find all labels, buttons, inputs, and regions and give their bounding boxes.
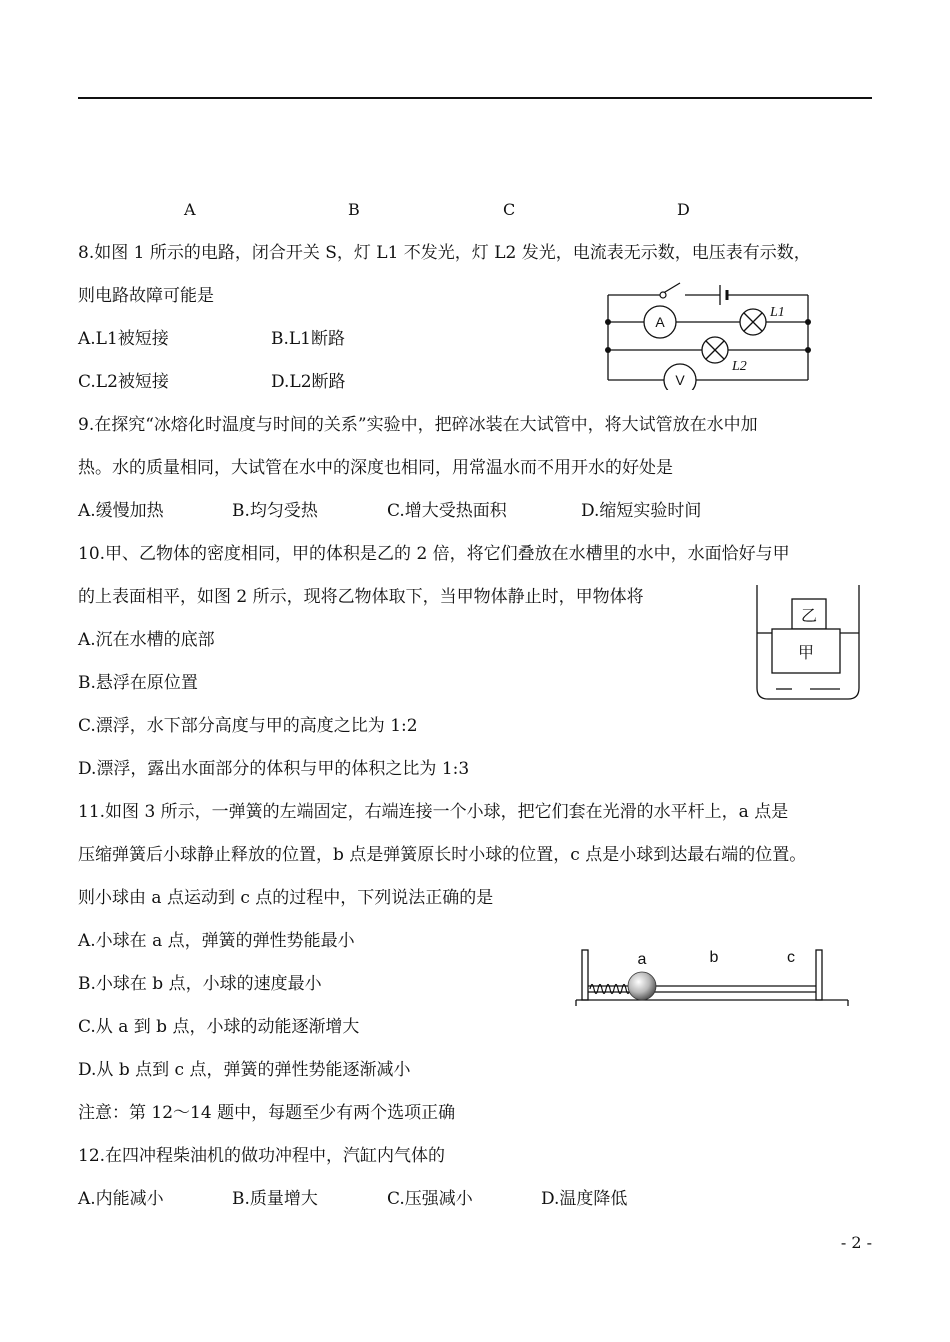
q10-water-tank-figure	[752, 583, 864, 705]
q12-stem: 12.在四冲程柴油机的做功冲程中，汽缸内气体的	[78, 1146, 446, 1166]
q9-stem-line-1: 9.在探究“冰熔化时温度与时间的关系”实验中，把碎冰装在大试管中，将大试管放在水中加	[78, 415, 758, 435]
q11-option-d: D.从 b 点到 c 点，弹簧的弹性势能逐渐减小	[78, 1060, 411, 1080]
q8-option-c: C.L2被短接	[78, 372, 169, 392]
block-yi-label: 乙	[800, 606, 818, 625]
q10-stem-line-2: 的上表面相平，如图 2 所示，现将乙物体取下，当甲物体静止时，甲物体将	[78, 587, 644, 607]
prev-option-b: B	[348, 200, 360, 219]
switch-contact-icon	[660, 292, 666, 298]
voltmeter-label: V	[675, 372, 685, 388]
q10-option-d: D.漂浮，露出水面部分的体积与甲的体积之比为 1:3	[78, 759, 470, 779]
q8-option-a: A.L1被短接	[78, 329, 169, 349]
header-rule	[78, 97, 872, 99]
lamp1-label: L1	[770, 305, 785, 320]
ball-icon	[628, 972, 656, 1000]
q11-stem-line-2: 压缩弹簧后小球静止释放的位置，b 点是弹簧原长时小球的位置，c 点是小球到达最右端的位置。	[78, 845, 807, 865]
q9-option-b: B.均匀受热	[232, 501, 318, 521]
q10-option-b: B.悬浮在原位置	[78, 673, 198, 693]
lamp2-label: L2	[732, 359, 747, 374]
q12-option-a: A.内能减小	[78, 1189, 164, 1209]
q11-option-c: C.从 a 到 b 点，小球的动能逐渐增大	[78, 1017, 360, 1037]
q9-stem-line-2: 热。水的质量相同，大试管在水中的深度也相同，用常温水而不用开水的好处是	[78, 458, 673, 478]
point-b-label: b	[709, 949, 719, 966]
q11-stem-line-3: 则小球由 a 点运动到 c 点的过程中，下列说法正确的是	[78, 888, 494, 908]
prev-option-d: D	[677, 200, 690, 219]
q8-option-d: D.L2断路	[271, 372, 346, 392]
q12-option-c: C.压强减小	[387, 1189, 473, 1209]
prev-option-a: A	[184, 200, 196, 219]
note-multiple-choice: 注意：第 12～14 题中，每题至少有两个选项正确	[78, 1103, 456, 1123]
point-a-label: a	[637, 951, 647, 968]
q10-stem-line-1: 10.甲、乙物体的密度相同，甲的体积是乙的 2 倍，将它们叠放在水槽里的水中，水面恰好与甲	[78, 544, 790, 564]
q8-stem-line-1: 8.如图 1 所示的电路，闭合开关 S，灯 L1 不发光，灯 L2 发光，电流表无示数，电压表有示数，	[78, 243, 811, 263]
q8-stem-line-2: 则电路故障可能是	[78, 286, 214, 306]
q10-option-a: A.沉在水槽的底部	[78, 630, 215, 650]
q11-spring-ball-figure	[572, 940, 852, 1012]
q9-option-d: D.缩短实验时间	[581, 501, 702, 521]
q10-option-c: C.漂浮，水下部分高度与甲的高度之比为 1:2	[78, 716, 418, 736]
page-number: - 2 -	[840, 1233, 872, 1252]
q11-option-b: B.小球在 b 点，小球的速度最小	[78, 974, 322, 994]
q9-option-c: C.增大受热面积	[387, 501, 507, 521]
block-jia-label: 甲	[797, 643, 815, 662]
q11-option-a: A.小球在 a 点，弹簧的弹性势能最小	[78, 931, 355, 951]
q12-option-b: B.质量增大	[232, 1189, 318, 1209]
q8-option-b: B.L1断路	[271, 329, 346, 349]
q12-option-d: D.温度降低	[541, 1189, 628, 1209]
q11-stem-line-1: 11.如图 3 所示，一弹簧的左端固定，右端连接一个小球，把它们套在光滑的水平杆上，a 点是	[78, 802, 789, 822]
point-c-label: c	[787, 949, 795, 966]
q8-circuit-figure	[600, 280, 815, 390]
q9-option-a: A.缓慢加热	[78, 501, 164, 521]
ammeter-label: A	[655, 314, 665, 330]
prev-option-c: C	[503, 200, 516, 219]
